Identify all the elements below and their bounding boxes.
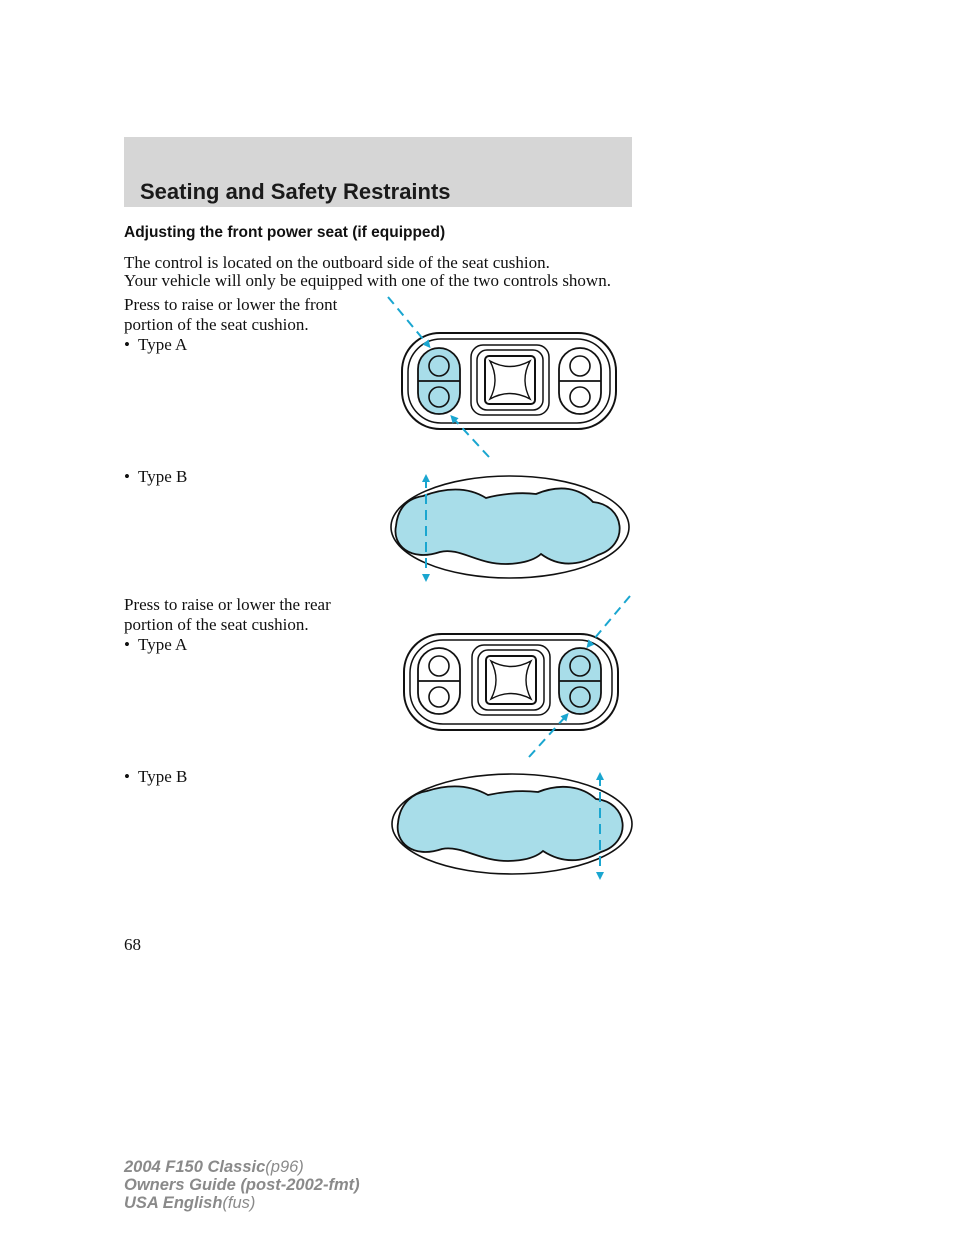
rear-type-a-label: Type A bbox=[138, 635, 188, 654]
page-number: 68 bbox=[124, 935, 141, 954]
front-type-a-illustration bbox=[388, 297, 616, 457]
rear-instruction: Press to raise or lower the rear portion of the seat cushion. bbox=[124, 595, 331, 634]
rear-type-a-illustration bbox=[404, 596, 630, 757]
front-type-a-label: Type A bbox=[138, 335, 188, 354]
bullet: • bbox=[124, 767, 130, 786]
rear-type-b-illustration bbox=[392, 774, 632, 876]
bullet: • bbox=[124, 467, 130, 486]
footer-model-code: (p96) bbox=[265, 1158, 304, 1176]
front-type-b-illustration bbox=[391, 476, 629, 578]
paragraph-controls-note: Your vehicle will only be equipped with one of the two controls shown. bbox=[124, 271, 611, 290]
page-header-title: Seating and Safety Restraints bbox=[140, 179, 451, 204]
footer-guide: Owners Guide (post-2002-fmt) bbox=[124, 1176, 360, 1194]
front-instruction: Press to raise or lower the front portion of the seat cushion. bbox=[124, 295, 338, 334]
front-type-b-label: Type B bbox=[138, 467, 188, 486]
footer-language: USA English bbox=[124, 1194, 223, 1212]
footer-language-code: (fus) bbox=[222, 1194, 256, 1212]
paragraph-location: The control is located on the outboard side of the seat cushion. bbox=[124, 253, 550, 272]
bullet: • bbox=[124, 335, 130, 354]
rear-type-b-label: Type B bbox=[138, 767, 188, 786]
footer-model: 2004 F150 Classic bbox=[124, 1158, 266, 1176]
section-heading: Adjusting the front power seat (if equipped) bbox=[124, 224, 446, 241]
bullet: • bbox=[124, 635, 130, 654]
